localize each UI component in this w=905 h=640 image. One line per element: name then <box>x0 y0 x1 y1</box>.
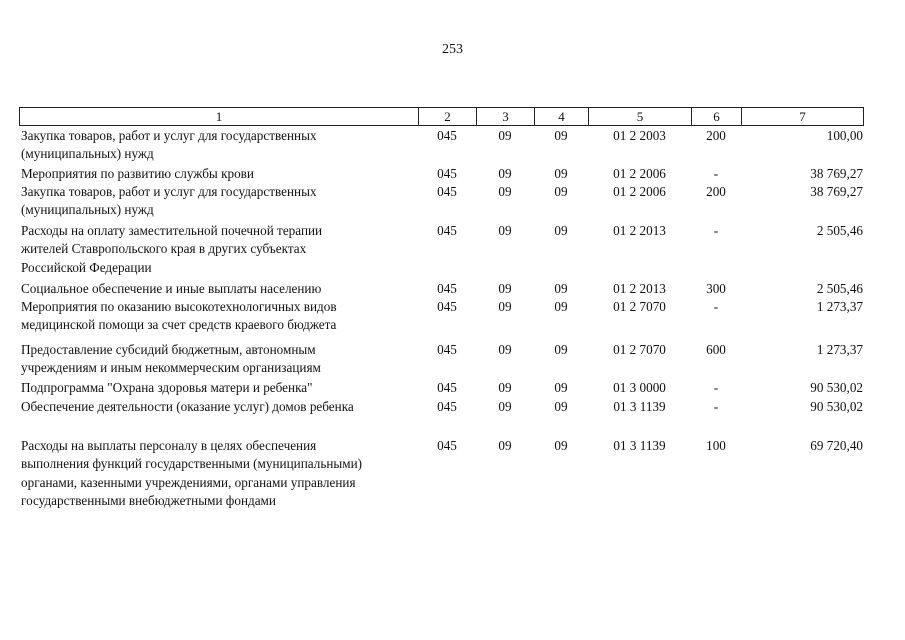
cell-col-6: - <box>713 166 719 181</box>
description-line: Мероприятия по развитию службы крови <box>21 166 254 181</box>
description-line: выполнения функций государственными (муниципальными) <box>21 456 363 472</box>
cell-col-3: 09 <box>498 380 512 395</box>
row-description <box>21 280 423 298</box>
row-description <box>21 379 423 397</box>
cell-col-6: 100 <box>706 438 726 453</box>
header-cell-3: 3 <box>476 107 535 126</box>
cell-col-2: 045 <box>437 166 457 181</box>
row-description <box>21 165 423 183</box>
description-line: Обеспечение деятельности (оказание услуг) домов ребенка <box>21 399 354 414</box>
cell-col-3: 09 <box>498 223 512 238</box>
cell-col-7: 90 530,02 <box>810 399 863 414</box>
cell-col-3: 09 <box>498 184 512 199</box>
cell-col-4: 09 <box>554 342 568 357</box>
cell-col-5: 01 3 1139 <box>613 399 666 414</box>
header-cell-1: 1 <box>19 107 419 126</box>
cell-col-5: 01 2 2003 <box>613 128 666 143</box>
cell-col-5: 01 2 2013 <box>613 223 666 238</box>
cell-col-3: 09 <box>498 281 512 296</box>
description-line: Расходы на оплату заместительной почечной терапии <box>21 223 323 238</box>
cell-col-4: 09 <box>554 281 568 296</box>
cell-col-5: 01 3 1139 <box>613 438 666 453</box>
cell-col-2: 045 <box>437 299 457 314</box>
description-line: Мероприятия по оказанию высокотехнологичных видов <box>21 299 337 314</box>
description-line: Социальное обеспечение и иные выплаты населению <box>21 281 322 296</box>
page-number: 253 <box>442 42 463 57</box>
row-description <box>21 437 423 510</box>
cell-col-2: 045 <box>437 380 457 395</box>
description-line: Российской Федерации <box>21 259 152 275</box>
cell-col-6: 600 <box>706 342 726 357</box>
header-cell-2: 2 <box>418 107 477 126</box>
description-line: Закупка товаров, работ и услуг для государственных <box>21 184 317 199</box>
cell-col-3: 09 <box>498 438 512 453</box>
header-cell-5: 5 <box>588 107 692 126</box>
cell-col-6: 200 <box>706 128 726 143</box>
cell-col-4: 09 <box>554 166 568 181</box>
description-line: (муниципальных) нужд <box>21 202 154 218</box>
description-line: медицинской помощи за счет средств краевого бюджета <box>21 317 337 333</box>
header-cell-4: 4 <box>534 107 589 126</box>
cell-col-7: 2 505,46 <box>816 281 863 296</box>
description-line: Подпрограмма "Охрана здоровья матери и ребенка" <box>21 380 313 395</box>
cell-col-5: 01 2 2006 <box>613 166 666 181</box>
cell-col-2: 045 <box>437 184 457 199</box>
cell-col-7: 90 530,02 <box>810 380 863 395</box>
cell-col-7: 100,00 <box>826 128 863 143</box>
header-cell-6: 6 <box>691 107 742 126</box>
cell-col-6: - <box>713 223 719 238</box>
cell-col-5: 01 3 0000 <box>613 380 666 395</box>
cell-col-5: 01 2 2013 <box>613 281 666 296</box>
description-line: (муниципальных) нужд <box>21 146 154 162</box>
cell-col-4: 09 <box>554 223 568 238</box>
cell-col-3: 09 <box>498 399 512 414</box>
cell-col-7: 38 769,27 <box>810 166 863 181</box>
cell-col-6: - <box>713 380 719 395</box>
header-cell-7: 7 <box>741 107 864 126</box>
row-description <box>21 183 423 220</box>
cell-col-6: 200 <box>706 184 726 199</box>
cell-col-4: 09 <box>554 128 568 143</box>
cell-col-6: 300 <box>706 281 726 296</box>
cell-col-4: 09 <box>554 299 568 314</box>
cell-col-4: 09 <box>554 438 568 453</box>
description-line: органами, казенными учреждениями, органами управления <box>21 474 356 490</box>
description-line: государственными внебюджетными фондами <box>21 492 276 508</box>
cell-col-2: 045 <box>437 342 457 357</box>
cell-col-6: - <box>713 399 719 414</box>
cell-col-2: 045 <box>437 438 457 453</box>
cell-col-5: 01 2 7070 <box>613 299 666 314</box>
cell-col-3: 09 <box>498 342 512 357</box>
cell-col-4: 09 <box>554 399 568 414</box>
row-description <box>21 127 423 164</box>
row-description <box>21 398 423 416</box>
description-line: учреждениям и иным некоммерческим организациям <box>21 360 321 376</box>
cell-col-7: 2 505,46 <box>816 223 863 238</box>
cell-col-2: 045 <box>437 281 457 296</box>
cell-col-3: 09 <box>498 128 512 143</box>
cell-col-3: 09 <box>498 166 512 181</box>
cell-col-4: 09 <box>554 380 568 395</box>
cell-col-7: 38 769,27 <box>810 184 863 199</box>
cell-col-2: 045 <box>437 223 457 238</box>
cell-col-6: - <box>713 299 719 314</box>
description-line: жителей Ставропольского края в других субъектах <box>21 241 307 257</box>
cell-col-5: 01 2 2006 <box>613 184 666 199</box>
cell-col-3: 09 <box>498 299 512 314</box>
description-line: Расходы на выплаты персоналу в целях обеспечения <box>21 438 317 453</box>
cell-col-2: 045 <box>437 128 457 143</box>
cell-col-5: 01 2 7070 <box>613 342 666 357</box>
cell-col-7: 69 720,40 <box>810 438 863 453</box>
row-description <box>21 298 423 335</box>
cell-col-7: 1 273,37 <box>816 342 863 357</box>
description-line: Предоставление субсидий бюджетным, автономным <box>21 342 316 357</box>
cell-col-4: 09 <box>554 184 568 199</box>
row-description <box>21 341 423 378</box>
cell-col-2: 045 <box>437 399 457 414</box>
cell-col-7: 1 273,37 <box>816 299 863 314</box>
description-line: Закупка товаров, работ и услуг для государственных <box>21 128 317 143</box>
row-description <box>21 222 423 277</box>
